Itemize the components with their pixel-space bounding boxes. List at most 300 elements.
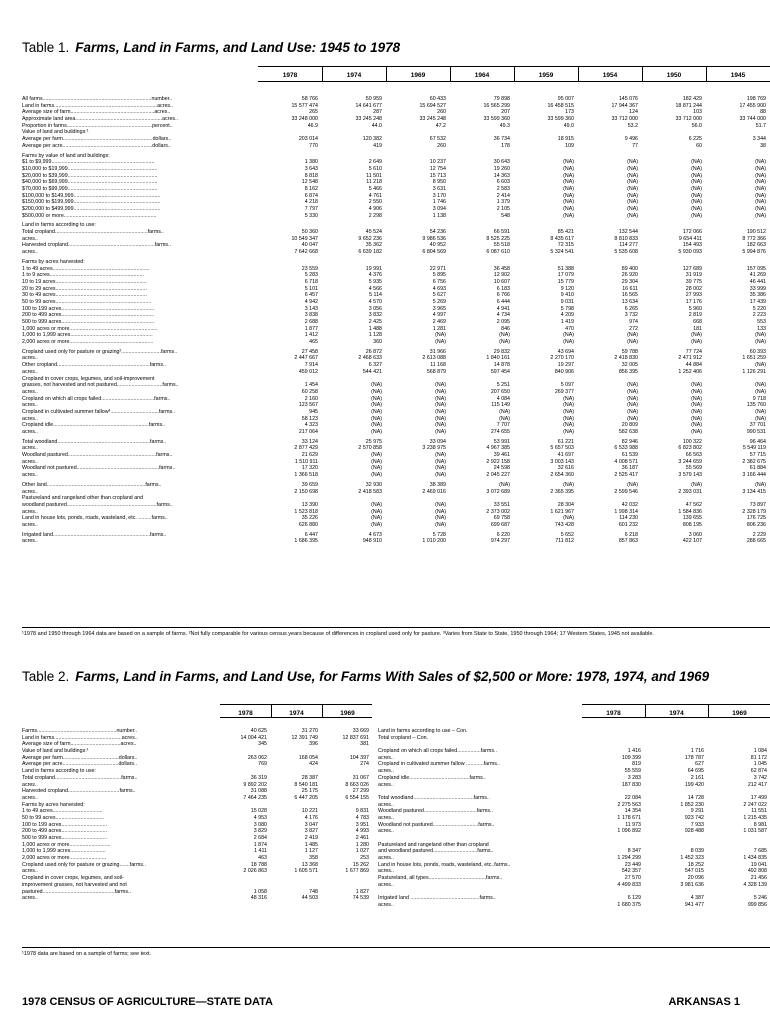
table-row [378,848,770,855]
cell-value: 3 631 [432,185,446,192]
cell-value: 58 123 [301,415,318,422]
cell-value: 6 804 569 [422,249,446,256]
cell-value: 748 [309,888,318,895]
table-row [22,788,372,795]
cell-value: 5 466 [368,185,382,192]
cell-value: (NA) [371,415,382,422]
table2-number: Table 2. [22,669,70,684]
cell-value: 6 718 [304,278,318,285]
cell-value: 14 354 [624,808,641,815]
cell-value: 269 377 [554,388,574,395]
cell-value: (NA) [371,402,382,409]
cell-value: 260 [437,109,446,116]
cell-value: 40 625 [250,728,267,734]
table-row [22,728,372,735]
cell-value: 17 176 [685,298,702,305]
row-label: Farms by value of land and buildings: [22,152,110,159]
cell-value: 5 610 [368,165,382,172]
cell-value: 53.2 [627,122,638,129]
row-label: Land in farms......................................................................acres.. [22,102,174,109]
cell-value: 5 283 [304,272,318,279]
cell-value: 30 643 [493,159,510,166]
table-row [22,153,770,160]
cell-value: 470 [565,325,574,332]
table-row [378,761,770,768]
cell-value: 2 418 830 [614,355,638,362]
table-row [22,429,770,436]
cell-value: 33 669 [352,728,369,734]
cell-value: 67 532 [429,136,446,143]
row-label: 1,000 to 1,999 acres........................................................ [22,332,153,339]
cell-value: (NA) [755,415,766,422]
cell-value: (NA) [627,179,638,186]
cell-value: 6 265 [624,305,638,312]
page-footer-right: ARKANSAS 1 [668,996,740,1008]
cell-value: (NA) [755,388,766,395]
table-row [378,735,770,742]
cell-value: 15 779 [557,278,574,285]
cell-value: 43 694 [557,348,574,355]
cell-value: 2 654 360 [550,472,574,479]
column-divider [578,67,579,81]
table1-bottom-rule [22,627,770,628]
table-row [22,319,770,326]
cell-value: (NA) [627,395,638,402]
cell-value: 1 058 [253,888,267,895]
cell-value: 2 414 [496,192,510,199]
cell-value: 10 607 [493,278,510,285]
cell-value: 806 236 [746,521,766,528]
cell-value: 31 919 [685,272,702,279]
cell-value: 16 565 299 [483,102,510,109]
table2-right-year-header [582,704,770,718]
cell-value: 12 902 [493,272,510,279]
cell-value: 990 531 [746,429,766,435]
cell-value: 2 328 179 [742,508,766,515]
cell-value: 2 373 002 [486,508,510,515]
row-label: acres.. [378,828,394,835]
row-label: 200 to 499 acres............................................................... [22,312,155,319]
row-label: acres.. [22,895,38,902]
cell-value: (NA) [755,185,766,192]
cell-value: 1 411 [254,848,267,855]
row-label: 100 to 199 acres............................................................... [22,305,155,312]
table-row [22,96,770,103]
cell-value: 6 447 205 [294,794,318,801]
cell-value: 1 716 [690,748,704,755]
cell-value: 568 879 [426,368,446,375]
year-header-1974: 1974 [669,710,684,717]
cell-value: (NA) [627,339,638,346]
cell-value: 66 563 [685,452,702,459]
row-label: acres.. [22,429,38,435]
cell-value: 6 447 [304,531,318,538]
cell-value: (NA) [435,465,446,472]
cell-value: 45 524 [365,229,382,236]
cell-value: 26 920 [621,272,638,279]
table-row [22,236,770,243]
cell-value: 27 993 [685,292,702,299]
cell-value: (NA) [563,199,574,206]
table2-bottom-rule [22,947,770,948]
cell-value: 12 837 691 [342,734,369,741]
cell-value: 39 775 [685,278,702,285]
cell-value: 56.0 [691,122,702,129]
column-divider [271,705,272,717]
cell-value: 15 577 474 [291,102,318,109]
cell-value: (NA) [435,508,446,515]
row-label: acres.. [22,521,38,528]
cell-value: 974 297 [490,538,510,545]
cell-value: 207 [501,109,510,116]
cell-value: (NA) [435,332,446,339]
cell-value: 4 218 [304,199,318,206]
cell-value: (NA) [755,408,766,415]
cell-value: 840 906 [554,368,574,375]
cell-value: 9 654 411 [678,235,702,242]
cell-value: (NA) [755,172,766,179]
cell-value: 1 584 836 [678,508,702,515]
row-label: and woodland pastured..............................farms.. [378,848,494,855]
column-divider [322,67,323,81]
cell-value: 145 076 [618,96,638,102]
cell-value: 114 277 [619,242,638,249]
column-divider [708,705,709,717]
cell-value: (NA) [499,339,510,346]
cell-value: 5 330 [304,212,318,219]
cell-value: 2 298 [368,212,382,219]
cell-value: 15 028 [250,808,267,815]
cell-value: 548 [501,212,510,219]
cell-value: 465 [309,339,318,346]
table-row [22,179,770,186]
cell-value: 1 852 230 [680,801,704,808]
table-row [22,166,770,173]
row-label: acres.. [378,855,394,862]
cell-value: 58 766 [301,96,318,102]
cell-value: 7 685 [753,848,767,855]
cell-value: 17 320 [301,465,318,472]
cell-value: (NA) [755,212,766,219]
cell-value: 12 754 [429,165,446,172]
cell-value: (NA) [563,185,574,192]
cell-value: 2 599 546 [614,488,638,495]
table2-footnote: ¹1978 data are based on a sample of farms; see text. [22,951,152,957]
cell-value: 114 230 [619,515,638,522]
cell-value: 123 567 [298,402,318,409]
cell-value: (NA) [499,415,510,422]
cell-value: 2 649 [368,159,382,166]
year-header-1978: 1978 [238,710,253,717]
cell-value: 95 007 [557,96,574,102]
cell-value: (NA) [691,165,702,172]
row-label: Irrigated land ...............................................farms.. [378,895,496,902]
cell-value: 6 457 [304,292,318,299]
cell-value: 32 930 [365,481,382,488]
cell-value: (NA) [563,192,574,199]
table-row [22,489,770,496]
cell-value: 1 096 892 [617,828,641,835]
table-row [22,279,770,286]
cell-value: 928 488 [684,828,704,835]
row-label: 1 to 49 acres.................................. [22,808,103,815]
cell-value: 1 031 587 [743,828,767,835]
cell-value: 66 591 [493,229,510,236]
cell-value: 104 397 [349,754,369,761]
cell-value: (NA) [563,515,574,522]
row-label: Cropland in cover crops, legumes, and soil- [22,875,124,882]
cell-value: 1 419 [560,319,574,325]
cell-value: 627 [695,761,704,768]
row-label: acres.. [378,781,394,788]
cell-value: 24 598 [493,465,510,472]
cell-value: 61 884 [749,465,766,472]
cell-value: 33 744 000 [739,116,766,123]
cell-value: 8 772 366 [742,235,766,242]
cell-value: (NA) [371,429,382,435]
cell-value: 3 832 [368,312,382,319]
cell-value: 2 469 016 [422,488,446,495]
cell-value: 3 742 [753,774,767,781]
cell-value: 2 877 429 [294,445,318,452]
cell-value: (NA) [691,339,702,346]
table1-number: Table 1. [22,40,70,55]
row-label: acres.. [22,794,38,801]
row-label: Woodland not pastured...............................farms.. [378,821,495,828]
cell-value: 51.7 [755,122,766,129]
row-label: Total cropland – Con. [378,734,429,741]
cell-value: (NA) [627,415,638,422]
cell-value: (NA) [691,199,702,206]
cell-value: 3 134 415 [742,488,766,495]
row-label: 1 to 9 acres................................................................ [22,272,144,279]
row-label: $150,000 to $199,999........................................................... [22,199,161,206]
table-row [378,775,770,782]
row-label: Woodland not pastured........................................................farms.. [22,465,176,472]
cell-value: 35 226 [301,515,318,522]
cell-value: 13 368 [301,861,318,868]
cell-value: (NA) [371,458,382,465]
cell-value: 157 095 [746,265,766,272]
cell-value: 7 933 [690,821,704,828]
cell-value: 2 922 158 [486,458,510,465]
table-row [22,109,770,116]
cell-value: 2 419 [304,835,318,841]
cell-value: 33 094 [429,438,446,445]
table-row [22,136,770,143]
cell-value: (NA) [691,395,702,402]
cell-value: 9 986 536 [422,235,446,242]
cell-value: 54 236 [429,229,446,236]
cell-value: (NA) [691,172,702,179]
cell-value: 20 096 [687,875,704,882]
cell-value: 50 959 [365,96,382,102]
cell-value: 1 252 406 [678,368,702,375]
cell-value: 82 946 [621,438,638,445]
cell-value: 10 221 [301,808,318,815]
table-row [378,895,770,902]
cell-value: 9 496 [624,136,638,143]
table-row [22,339,770,346]
table-row [378,728,770,735]
table-row [22,848,372,855]
row-label: acres.. [22,508,38,515]
table-row [378,875,770,882]
row-label: woodland pastured.............................................................farms.. [22,501,173,508]
cell-value: 2 160 [304,395,318,402]
cell-value: 857 863 [618,538,638,545]
cell-value: 8 950 [432,179,446,186]
cell-value: 14 363 [493,172,510,179]
table-row [22,842,372,849]
cell-value: 1 045 [753,761,767,768]
cell-value: 974 [629,319,638,325]
cell-value: 21 456 [750,875,767,882]
row-label: Cropland on which all crops failed....................................farms.. [22,395,171,402]
cell-value: 36 187 [621,465,638,472]
cell-value: 46 441 [749,278,766,285]
cell-value: 8 540 181 [294,781,318,788]
cell-value: 18 252 [687,861,704,868]
cell-value: (NA) [435,515,446,522]
cell-value: 7 464 235 [243,794,267,801]
table-row [22,522,770,529]
cell-value: 6 183 [496,285,510,292]
cell-value: 4 734 [496,312,510,319]
cell-value: 5 324 541 [550,249,574,256]
cell-value: 8 435 617 [550,235,574,242]
table-row [378,882,770,889]
table-row [378,802,770,809]
cell-value: 1 215 435 [743,814,767,821]
cell-value: 1 379 [496,199,510,206]
row-label: acres.. [22,415,38,422]
column-divider [706,67,707,81]
cell-value: 4 673 [368,531,382,538]
year-header-1978: 1978 [282,72,298,79]
cell-value: 3 072 689 [486,488,510,495]
cell-value: 109 399 [621,754,641,761]
row-label: Approximate land area...........................................................acres.. [22,116,179,123]
table-row [22,362,770,369]
row-label: 1,000 acres or more............................................................ [22,325,158,332]
cell-value: 19 260 [493,165,510,172]
cell-value: 11 551 [751,808,767,815]
cell-value: (NA) [563,172,574,179]
cell-value: (NA) [691,481,702,488]
cell-value: 1 366 518 [294,472,318,479]
table1-year-header [258,66,770,82]
table-row [22,299,770,306]
table-row [378,842,770,849]
cell-value: (NA) [691,179,702,186]
cell-value: (NA) [627,332,638,339]
cell-value: 597 454 [490,368,510,375]
cell-value: (NA) [691,415,702,422]
cell-value: 40 047 [301,242,318,249]
table-row [22,761,372,768]
cell-value: 1 084 [753,748,767,755]
cell-value: 923 742 [684,814,704,821]
cell-value: 459 012 [298,368,318,375]
row-label: Total woodland.........................................farms.. [378,794,490,801]
cell-value: 3 344 [752,136,766,143]
cell-value: 2 550 [368,199,382,206]
table-row [378,868,770,875]
cell-value: 547 015 [684,868,704,875]
cell-value: 33 999 [749,285,766,292]
cell-value: 11 501 [366,172,382,179]
cell-value: 4 084 [496,395,510,402]
table2-title-text: Farms, Land in Farms, and Land Use, for Farms With Sales of $2,500 or More: 1978, 1974, and 1969 [75,669,710,684]
table-row [22,143,770,150]
cell-value: 9 831 [355,808,369,815]
cell-value: (NA) [499,332,510,339]
cell-value: (NA) [371,422,382,429]
cell-value: 9 410 [560,292,574,299]
table-row [378,741,770,748]
cell-value: 274 [360,761,369,768]
cell-value: 19 297 [557,362,574,369]
cell-value: 3 056 [368,305,382,312]
cell-value: 40 952 [429,242,446,249]
cell-value: 20 809 [621,422,638,429]
cell-value: 14 641 677 [355,102,382,109]
cell-value: (NA) [755,339,766,346]
row-label: acres.. [22,445,38,452]
cell-value: 2 583 [496,185,510,192]
table-row [22,129,770,136]
cell-value: 17 455 900 [739,102,766,109]
cell-value: 17 499 [750,794,767,801]
cell-value: (NA) [435,408,446,415]
cell-value: 168 054 [298,754,318,761]
cell-value: 33 712 000 [611,116,638,123]
year-header-1974: 1974 [346,72,362,79]
table-row [378,768,770,775]
cell-value: 35 362 [365,242,382,249]
cell-value: 1 485 [304,841,318,848]
cell-value: 3 951 [355,821,369,828]
cell-value: 1 651 259 [742,355,766,362]
table-row [22,538,770,545]
cell-value: 36 319 [250,774,267,781]
cell-value: (NA) [691,382,702,389]
cell-value: 28 002 [685,285,702,292]
table-row [22,186,770,193]
cell-value: (NA) [691,388,702,395]
cell-value: 1 746 [432,199,446,206]
cell-value: 77 [632,142,638,149]
cell-value: 6 554 155 [345,794,369,801]
cell-value: 5 657 503 [550,445,574,452]
cell-value: 14 004 421 [240,734,267,741]
row-label: $1 to $9,999...................................................................... [22,159,155,166]
column-divider [514,67,515,81]
table-row [22,409,770,416]
cell-value: 2 382 675 [742,458,766,465]
cell-value: (NA) [755,206,766,212]
cell-value: (NA) [435,452,446,459]
table-row [22,815,372,822]
cell-value: 14 878 [493,362,510,369]
cell-value: 3 283 [627,774,641,781]
cell-value: 6 639 182 [358,249,382,256]
cell-value: 16 458 515 [547,102,574,109]
cell-value: (NA) [371,501,382,508]
cell-value: (NA) [755,332,766,339]
year-header-1964: 1964 [474,72,490,79]
